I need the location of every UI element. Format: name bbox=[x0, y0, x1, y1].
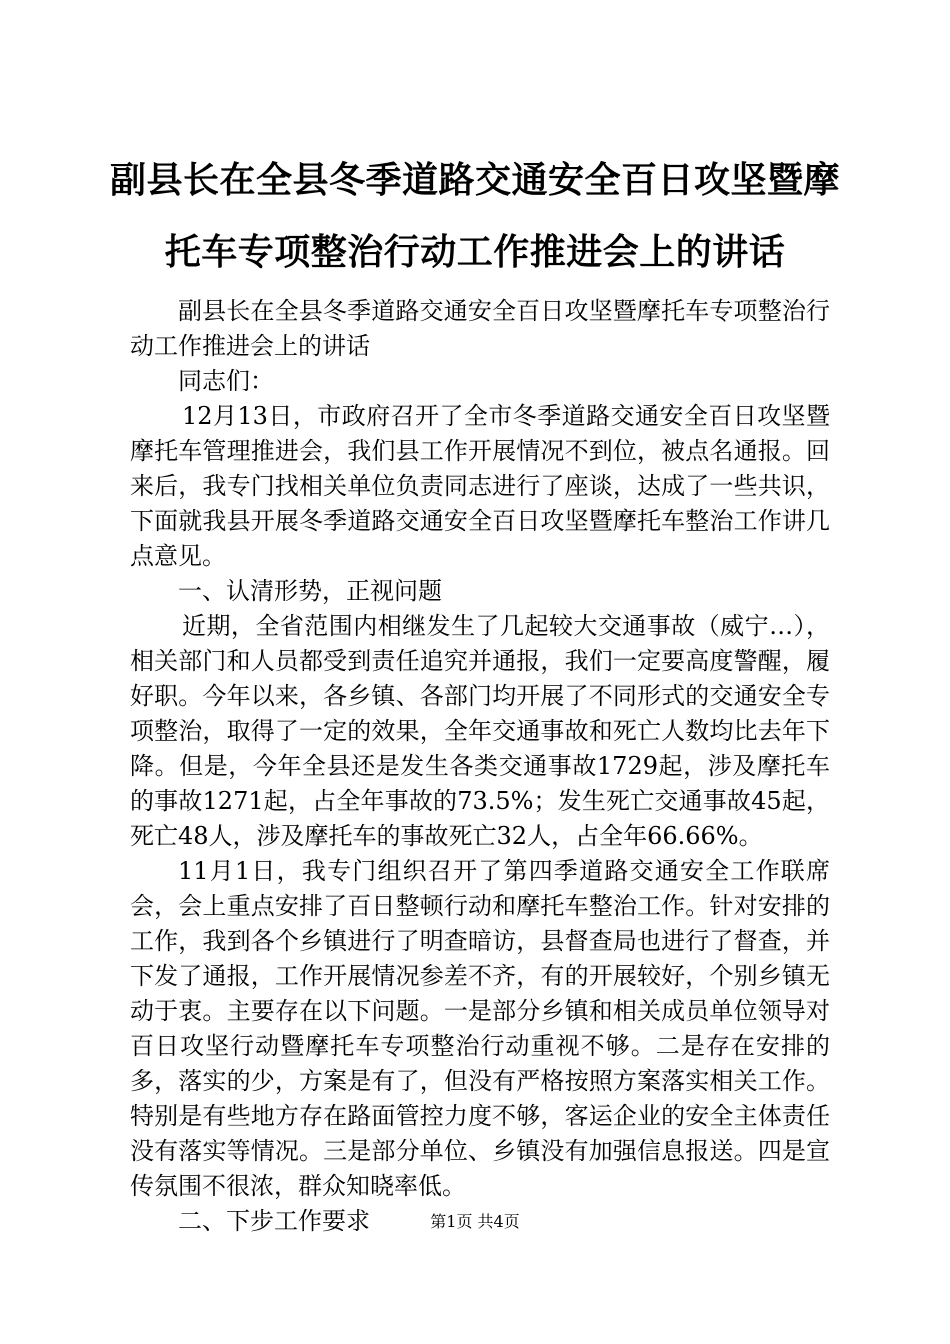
body-paragraph-1: 12月13日，市政府召开了全市冬季道路交通安全百日攻坚暨摩托车管理推进会，我们县工作开展情况不到位，被点名通报。回来后，我专门找相关单位负责同志进行了座谈，达成了一些共识，下面就我县开展冬季道路交通安全百日攻坚暨摩托车整治工作讲几点意见。 bbox=[130, 402, 830, 570]
body-paragraph-salutation: 同志们： bbox=[178, 367, 274, 395]
document-title-line-1: 副县长在全县冬季道路交通安全百日攻坚暨摩 bbox=[109, 159, 840, 201]
body-paragraph-subtitle: 副县长在全县冬季道路交通安全百日攻坚暨摩托车专项整治行动工作推进会上的讲话 bbox=[130, 297, 830, 360]
body-paragraph-3: 11月1日，我专门组织召开了第四季道路交通安全工作联席会，会上重点安排了百日整顿行动和摩托车整治工作。针对安排的工作，我到各个乡镇进行了明查暗访，县督查局也进行了督查，并下发了通报，工作开展情况参差不齐，有的开展较好，个别乡镇无动于衷。主要存在以下问题。一是部分乡镇和相关成员单位领导对百日攻坚行动暨摩托车专项整治行动重视不够。二是存在安排的多，落实的少，方案是有了，但没有严格按照方案落实相关工作。特别是有些地方存在路面管控力度不够，客运企业的安全主体责任没有落实等情况。三是部分单位、乡镇没有加强信息报送。四是宣传氛围不很浓，群众知晓率低。 bbox=[130, 857, 830, 1200]
body-paragraph-2: 近期，全省范围内相继发生了几起较大交通事故（威宁…），相关部门和人员都受到责任追究并通报，我们一定要高度警醒，履好职。今年以来，各乡镇、各部门均开展了不同形式的交通安全专项整治，取得了一定的效果，全年交通事故和死亡人数均比去年下降。但是，今年全县还是发生各类交通事故1729起，涉及摩托车的事故1271起，占全年事故的73.5%；发生死亡交通事故45起，死亡48人，涉及摩托车的事故死亡32人，占全年66.66%。 bbox=[130, 612, 830, 850]
section-heading-2: 二、下步工作要求 bbox=[178, 1207, 370, 1235]
page-number-footer: 第1页 共4页 bbox=[430, 1212, 520, 1231]
document-body bbox=[130, 294, 830, 1239]
section-heading-1: 一、认清形势，正视问题 bbox=[178, 577, 442, 605]
document-title-line-2: 托车专项整治行动工作推进会上的讲话 bbox=[164, 231, 786, 273]
